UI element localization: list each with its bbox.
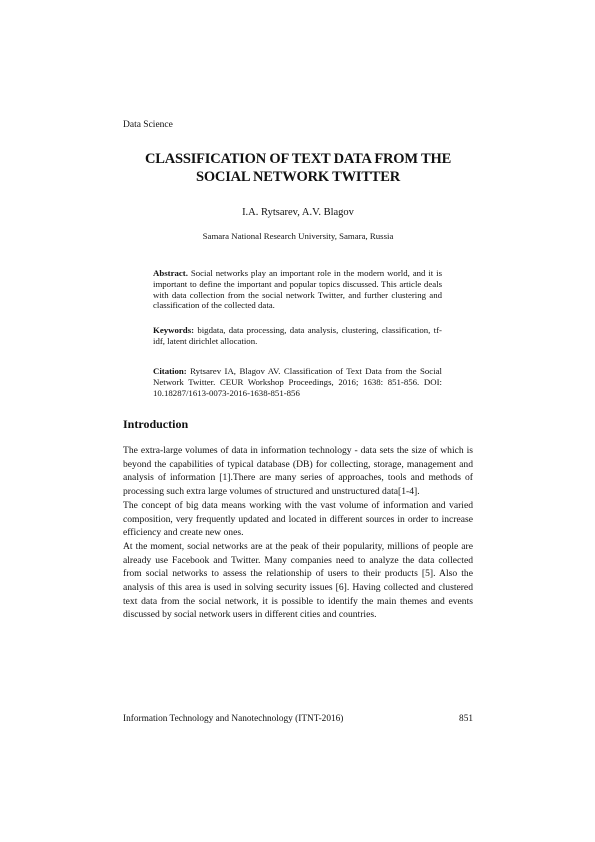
abstract [153,268,442,311]
keywords [153,325,442,347]
citation [153,366,442,398]
title-line-2: SOCIAL NETWORK TWITTER [195,169,401,185]
keywords-label: Keywords: [153,325,195,335]
citation-label: Citation: [153,366,187,376]
paragraph: At the moment, social networks are at the peak of their popularity, millions of people are already use Facebook and Twitter. Many companies need to analyze the data collected from social networks to assess the relationship of users to their products [5]. Also the analysis of this area is used in solving security issues [6]. Having collected and clustered text data from the social network, it is possible to identify the main themes and events discussed by social network users in different cities and countries. [123,540,473,621]
paragraph: The extra-large volumes of data in information technology - data sets the size of which is beyond the capabilities of typical database (DB) for collecting, storage, management and analysis of information [1].There are many series of approaches, tools and methods of processing such extra large volumes of structured and unstructured data[1-4]. [123,445,473,498]
title-line-1: CLASSIFICATION OF TEXT DATA FROM THE [144,151,452,167]
authors: I.A. Rytsarev, A.V. Blagov [242,207,354,218]
keywords-text: bigdata, data processing, data analysis, clustering, classification, tf-idf, latent dirichlet allocation. [153,325,442,346]
abstract-label: Abstract. [153,268,188,278]
paragraph: The concept of big data means working with the vast volume of information and varied composition, very frequently updated and located in different sources in order to increase efficiency and create new ones. [123,499,473,539]
paper-title [123,150,473,186]
page-number: 851 [459,714,473,724]
footer-journal: Information Technology and Nanotechnology (ITNT-2016) [123,714,344,724]
introduction-body [123,444,473,622]
introduction-heading: Introduction [123,417,189,431]
affiliation: Samara National Research University, Samara, Russia [202,231,394,241]
citation-text: Rytsarev IA, Blagov AV. Classification of Text Data from the Social Network Twitter. CEUR Workshop Proceedings, 2016; 1638: 851-856. DOI: 10.18287/1613-0073-2016-1638-851-856 [153,366,443,398]
section-tag: Data Science [123,120,173,130]
abstract-text: Social networks play an important role in the modern world, and it is important to define the important and popular topics discussed. This article deals with data collection from the social network Twitter, and further clustering and classification of the collected data. [153,268,442,311]
